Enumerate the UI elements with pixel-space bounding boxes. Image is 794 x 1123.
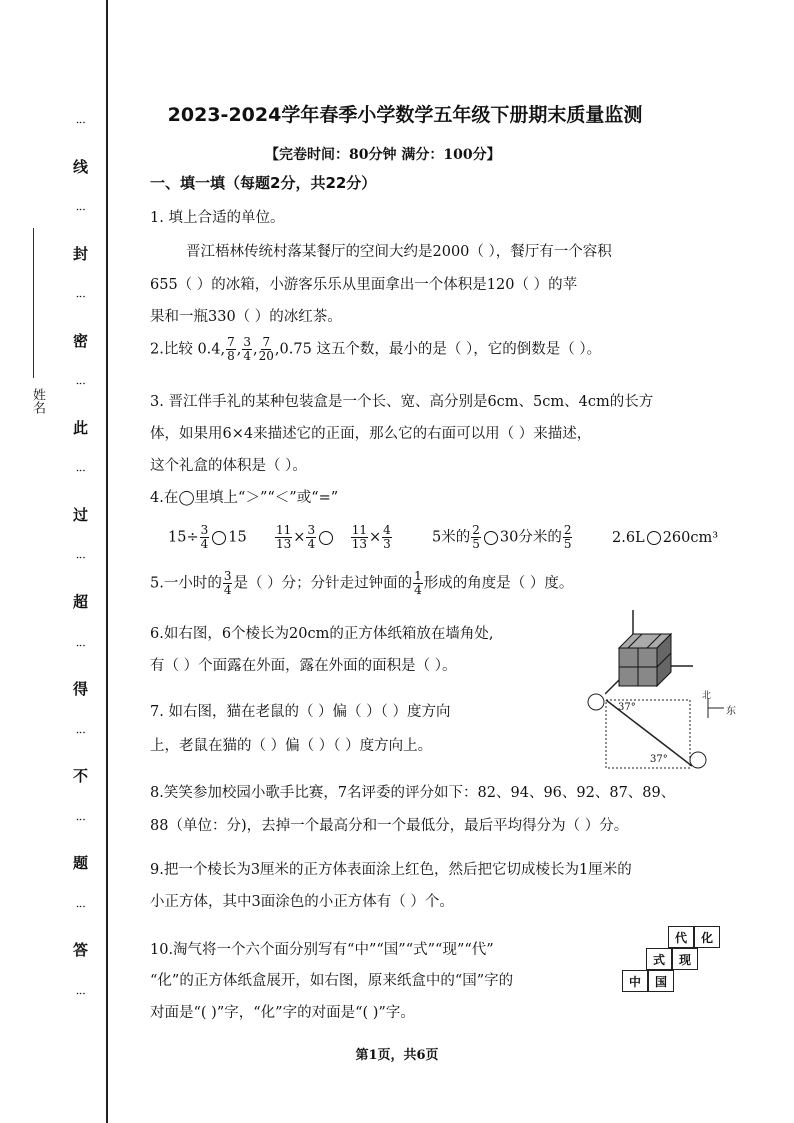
q6-line1: 6.如右图，6个棱长为20cm的正方体纸箱放在墙角处, bbox=[150, 626, 494, 642]
q6-line2: 有（ ）个面露在外面，露在外面的面积是（ ）。 bbox=[150, 658, 457, 674]
net-cell: 代 bbox=[668, 926, 694, 948]
q7-line2: 上，老鼠在猫的（ ）偏（ ）（ ）度方向上。 bbox=[150, 738, 433, 754]
binding-char: 封 bbox=[71, 245, 89, 261]
q8-line1: 8.笑笑参加校园小歌手比赛，7名评委的评分如下：82、94、96、92、87、89、 bbox=[150, 785, 676, 801]
q1-line2: 655（ ）的冰箱，小游客乐乐从里面拿出一个体积是120（ ）的苹 bbox=[150, 277, 578, 293]
compare-circle[interactable] bbox=[484, 531, 498, 545]
net-cell: 式 bbox=[646, 948, 672, 970]
q1-line1: 晋江梧林传统村落某餐厅的空间大约是2000（ ），餐厅有一个容积 bbox=[186, 244, 612, 260]
binding-char: 密 bbox=[71, 332, 89, 348]
q4-expr1: 15÷ $\frac{3}{4}$ 15 bbox=[168, 523, 247, 551]
net-cell: 中 bbox=[622, 970, 648, 992]
binding-char: 过 bbox=[71, 506, 89, 522]
fraction: $\frac{7}{20}$ bbox=[258, 335, 274, 363]
q2: 2.比较 0.4, $\frac{7}{8}$ , $\frac{3}{4}$ , $\frac{7}{20}$ ,0.75 这五个数，最小的是（ ），它的倒数是（ ）。 bbox=[150, 335, 602, 363]
binding-line bbox=[106, 0, 108, 1123]
cube-net-figure bbox=[622, 924, 722, 996]
q3-line2: 体，如果用6×4来描述它的正面，那么它的右面可以用（ ）来描述， bbox=[150, 426, 592, 442]
binding-char: 题 bbox=[71, 855, 89, 871]
binding-char: 超 bbox=[71, 594, 89, 610]
q4-expr2: $\frac{11}{13}$ × $\frac{3}{4}$ $\frac{11}{13}$ × $\frac{4}{3}$ bbox=[276, 523, 391, 551]
q4-expr4: 2.6L 260cm³ bbox=[612, 530, 719, 546]
name-underline bbox=[33, 228, 34, 378]
q1-line3: 果和一瓶330（ ）的冰红茶。 bbox=[150, 309, 342, 325]
direction-figure bbox=[580, 688, 750, 778]
q3-line1: 3. 晋江伴手礼的某种包装盒是一个长、宽、高分别是6cm、5cm、4cm的长方 bbox=[150, 394, 654, 410]
angle-label: 37° bbox=[650, 754, 668, 765]
compare-circle[interactable] bbox=[647, 531, 661, 545]
compare-circle[interactable] bbox=[212, 531, 226, 545]
net-cell: 国 bbox=[648, 970, 674, 992]
net-cell: 现 bbox=[672, 948, 698, 970]
binding-char: 得 bbox=[71, 681, 89, 697]
q1-stem: 1. 填上合适的单位。 bbox=[150, 210, 285, 226]
q10-line3: 对面是“( )”字，“化”字的对面是“( )”字。 bbox=[150, 1005, 415, 1021]
q4-expr3: 5米的 $\frac{2}{5}$ 30分米的 $\frac{2}{5}$ bbox=[432, 523, 572, 551]
q9-line1: 9.把一个棱长为3厘米的正方体表面涂上红色，然后把它切成棱长为1厘米的 bbox=[150, 862, 632, 878]
north-label: 北 bbox=[702, 691, 712, 701]
q7-line1: 7. 如右图，猫在老鼠的（ ）偏（ ）（ ）度方向 bbox=[150, 704, 451, 720]
name-label: 姓名 bbox=[30, 388, 45, 414]
exam-info: 【完卷时间：80分钟 满分：100分】 bbox=[265, 147, 501, 163]
q9-line2: 小正方体，其中3面涂色的小正方体有（ ）个。 bbox=[150, 894, 454, 910]
net-cell: 化 bbox=[694, 926, 720, 948]
q10-line1: 10.淘气将一个六个面分别写有“中”“国”“式”“现”“代” bbox=[150, 942, 494, 958]
q4-stem: 4.在◯里填上“＞”“＜”或“=” bbox=[150, 490, 339, 506]
name-field[interactable] bbox=[28, 228, 45, 428]
binding-char: 答 bbox=[71, 942, 89, 958]
cube-corner-figure bbox=[605, 608, 695, 698]
angle-label: 37° bbox=[618, 702, 636, 713]
q3-line3: 这个礼盒的体积是（ ）。 bbox=[150, 458, 307, 474]
q5: 5.一小时的 $\frac{3}{4}$ 是（ ）分；分针走过钟面的 $\frac{1}{4}$ 形成的角度是（ ）度。 bbox=[150, 569, 574, 597]
binding-warning: ⋮ 线 ⋮ 封 ⋮ 密 ⋮ 此 ⋮ 过 ⋮ 超 ⋮ 得 ⋮ 不 ⋮ 题 ⋮ 答 ⋮ bbox=[71, 118, 89, 998]
q10-line2: “化”的正方体纸盒展开，如右图，原来纸盒中的“国”字的 bbox=[150, 973, 514, 989]
binding-char: 不 bbox=[71, 768, 89, 784]
binding-char: 此 bbox=[71, 419, 89, 435]
fraction: $\frac{3}{4}$ bbox=[243, 335, 252, 363]
binding-char: 线 bbox=[71, 158, 89, 174]
exam-title: 2023-2024学年春季小学数学五年级下册期末质量监测 bbox=[167, 104, 643, 126]
compare-circle[interactable] bbox=[319, 531, 333, 545]
page-footer: 第1页，共6页 bbox=[355, 1048, 439, 1063]
section-heading: 一、填一填（每题2分，共22分） bbox=[150, 174, 377, 192]
fraction: $\frac{7}{8}$ bbox=[227, 335, 235, 363]
east-label: 东 bbox=[726, 706, 736, 717]
cube-stack-drawing bbox=[605, 608, 695, 698]
q8-line2: 88（单位：分)，去掉一个最高分和一个最低分，最后平均得分为（ ）分。 bbox=[150, 818, 629, 834]
